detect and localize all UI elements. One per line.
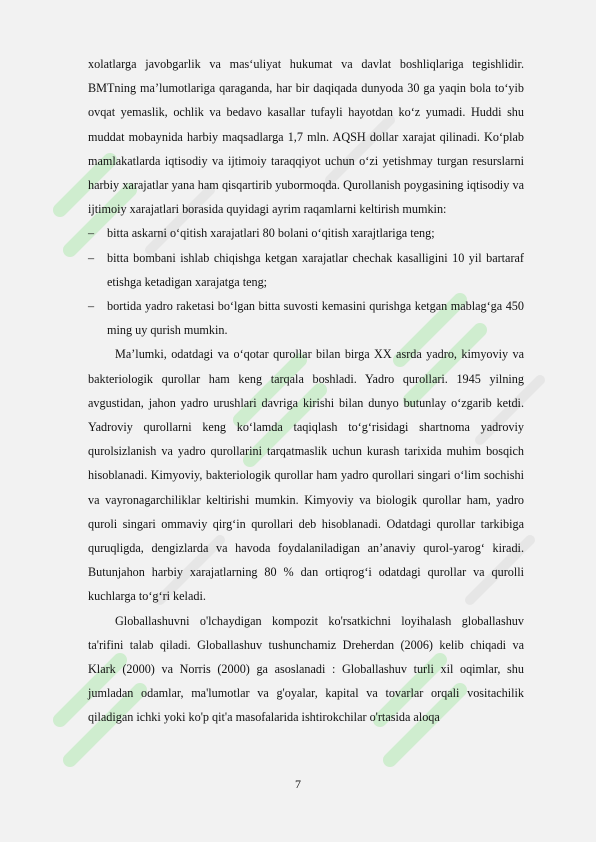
list-item: – bitta askarni o‘qitish xarajatlari 80 bolani o‘qitish xarajtlariga teng; (88, 221, 524, 245)
body-text (88, 52, 524, 730)
paragraph-1: xolatlarga javobgarlik va mas‘uliyat hukumat va davlat boshliqlariga tegishlidir. BMTning ma’lumotlariga qaraganda, har bir daqiqada dunyoda 30 ga yaqin bola to‘yib ovqat yemaslik, ochlik va bedavo kasallar tufayli hayotdan ko‘z yumadi. Huddi shu muddat mobaynida harbiy maqsadlarga 1,7 mln. AQSH dollar xarajat qilinadi. Ko‘plab mamlakatlarda iqtisodiy va ijtimoiy taraqqiyot uchun o‘zi yetishmay turgan resurslarni harbiy xarajatlar yana ham qisqartirib yubormoqda. Qurollanish poygasining iqtisodiy va ijtimoiy xarajatlari borasida quyidagi ayrim raqamlarni keltirish mumkin: (88, 57, 524, 217)
page-number: 7 (295, 777, 301, 791)
bullet-dash: – (88, 299, 95, 314)
list-item: – bortida yadro raketasi bo‘lgan bitta suvosti kemasini qurishga ketgan mablag‘ga 450 ming uy qurish mumkin. (88, 294, 524, 342)
list-item: – bitta bombani ishlab chiqishga ketgan xarajatlar chechak kasalligini 10 yil bartaraf etishga ketadigan xarajatga teng; (88, 246, 524, 294)
paragraph-2: Ma’lumki, odatdagi va o‘qotar qurollar bilan birga XX asrda yadro, kimyoviy va bakteriologik qurollar ham keng tarqala boshladi. Yadro qurollari. 1945 yilning avgustidan, jahon yadro urushlari davriga kirishi bilan dunyo butunlay o‘zgarib ketdi. Yadroviy qurollarni keng ko‘lamda taqiqlash to‘g‘risidagi shartnoma yadroviy qurolsizlanish va yadro qurollarini tarqatmaslik uchun kurash tarixida muhim bosqich hisoblanadi. Kimyoviy, bakteriologik qurollar ham yadro qurollari singari o‘lim sochishi va vayronagarchiliklar keltirishi mumkin. Kimyoviy va biologik qurollar ham, yadro quroli singari ommaviy qirg‘in qurollari deb hisoblanadi. Odatdagi qurollar tarkibiga quruqligda, dengizlarda va havoda foydalaniladigan an’anaviy qurol-yarog‘ kiradi. Butunjahon harbiy xarajatlarning 80 % dan ortiqrog‘i odatdagi qurollar va qurolli kuchlarga to‘g‘ri keladi. (88, 347, 524, 604)
bullet-list (88, 221, 524, 342)
paragraph-3: Globallashuvni o'lchaydigan kompozit ko'rsatkichni loyihalash globallashuv ta'rifini talab qiladi. Globallashuv tushunchamiz Dreherdan (2006) kelib chiqadi va Klark (2000) va Norris (2000) ga asoslanadi : Globallashuv turli xil oqimlar, shu jumladan odamlar, ma'lumotlar va g'oyalar, kapital va tovarlar orqali vositachilik qiladigan ichki yoki ko'p qit'a masofalarida ishtirokchilar o'rtasida aloqa (88, 613, 524, 725)
bullet-dash: – (88, 250, 95, 265)
bullet-dash: – (88, 226, 95, 241)
